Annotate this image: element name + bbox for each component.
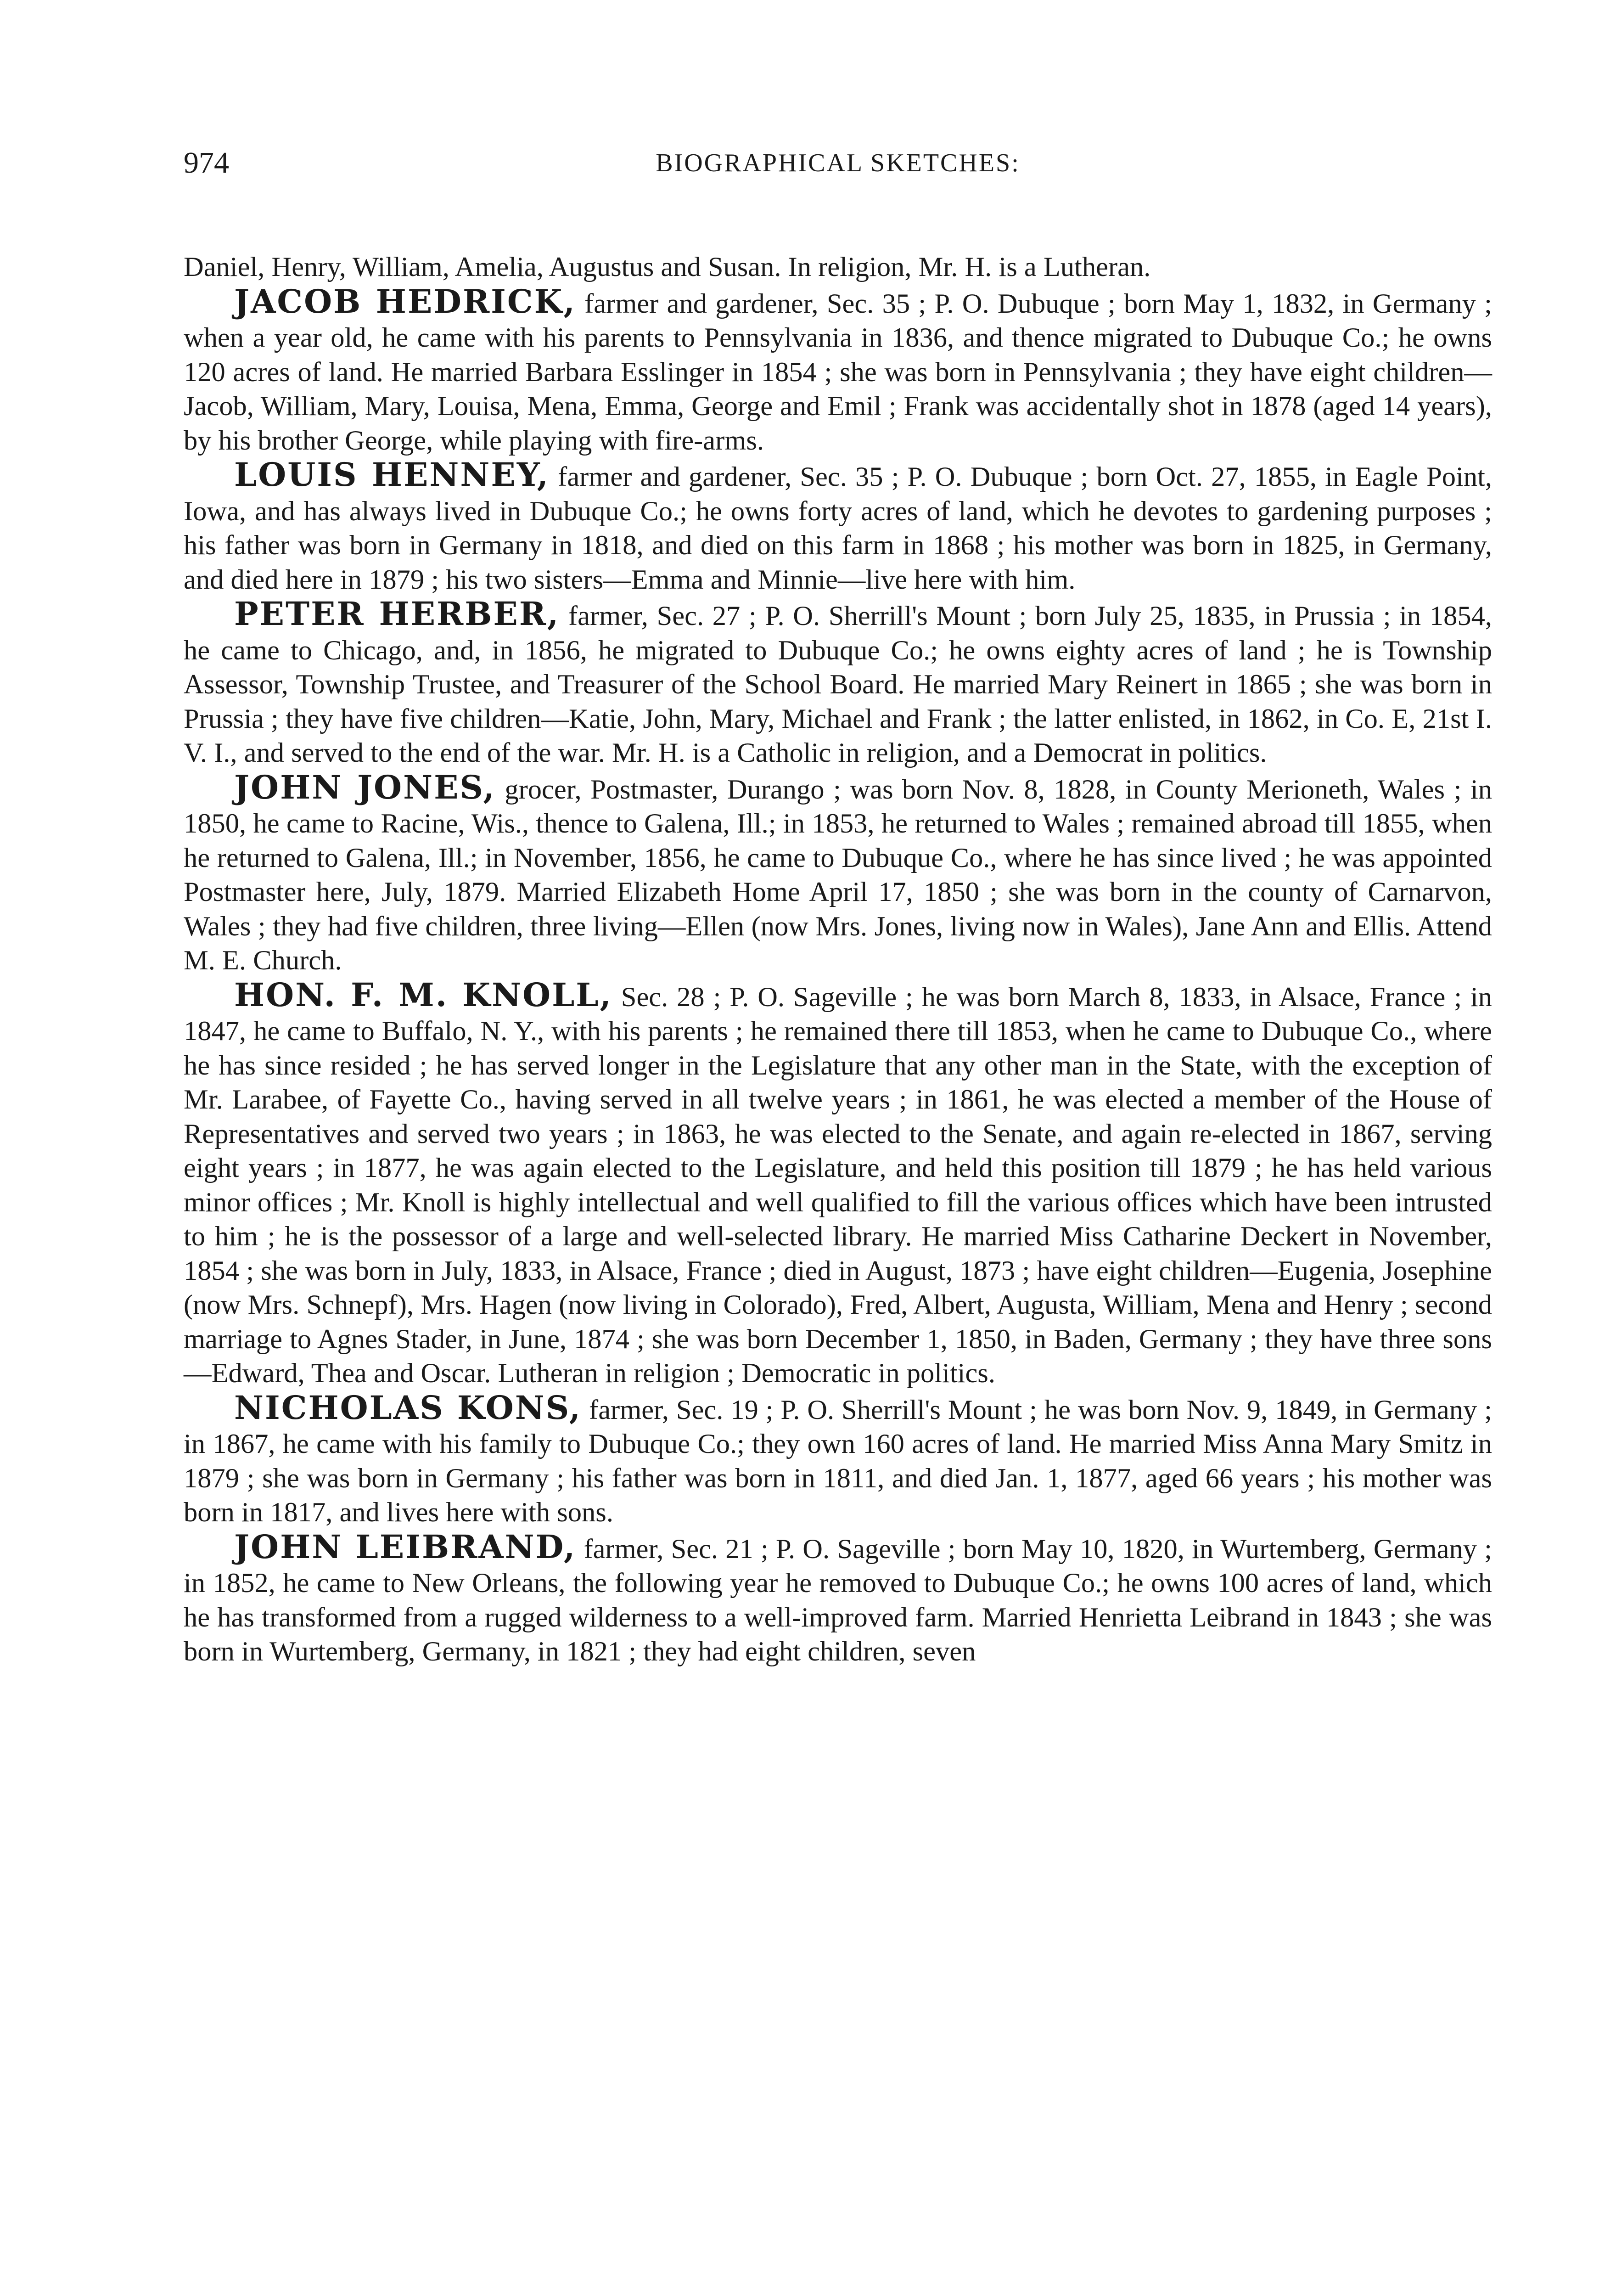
entry-peter-herber — [184, 597, 1492, 771]
entry-text: farmer, Sec. 27 ; P. O. Sherrill's Mount ; born July 25, 1835, in Prussia ; in 1854, he came to Chicago, and, in 1856, he migrated to Dubuque Co.; he owns eighty acres of land ; he is Township Assessor, Township Trustee, and Treasurer of the School Board. He married Mary Reinert in 1865 ; she was born in Prussia ; they have five children—Katie, John, Mary, Michael and Frank ; the latter enlisted, in 1862, in Co. E, 21st I. V. I., and served to the end of the war. Mr. H. is a Catholic in religion, and a Democrat in politics. — [184, 601, 1492, 768]
entry-name: JACOB HEDRICK, — [234, 282, 576, 321]
entry-name: LOUIS HENNEY, — [234, 456, 550, 494]
entry-john-leibrand — [184, 1527, 1492, 1669]
entry-name: NICHOLAS KONS, — [234, 1388, 582, 1427]
entry-jacob-hedrick — [184, 282, 1492, 458]
entry-name: HON. F. M. KNOLL, — [234, 975, 612, 1014]
entry-john-jones — [184, 768, 1492, 978]
continued-paragraph: Daniel, Henry, William, Amelia, Augustus and Susan. In religion, Mr. H. is a Lutheran. — [184, 252, 1151, 282]
entry-nicholas-kons — [184, 1388, 1492, 1530]
entry-name: JOHN JONES, — [234, 768, 496, 806]
entry-louis-henney — [184, 458, 1492, 597]
entry-text: farmer, Sec. 19 ; P. O. Sherrill's Mount ; he was born Nov. 9, 1849, in Germany ; in 1867, he came with his family to Dubuque Co.; they own 160 acres of land. He married Miss Anna Mary Smitz in 1879 ; she was born in Germany ; his father was born in 1811, and died Jan. 1, 1877, aged 66 years ; his mother was born in 1817, and lives here with sons. — [184, 1394, 1492, 1528]
entry-text: farmer and gardener, Sec. 35 ; P. O. Dubuque ; born May 1, 1832, in Germany ; when a year old, he came with his parents to Pennsylvania in 1836, and thence migrated to Dubuque Co.; he owns 120 acres of land. He married Barbara Esslinger in 1854 ; she was born in Pennsylvania ; they have eight children—Jacob, William, Mary, Louisa, Mena, Emma, George and Emil ; Frank was accidentally shot in 1878 (aged 14 years), by his brother George, while playing with fire-arms. — [184, 288, 1492, 456]
page-header — [184, 138, 1492, 197]
running-title: BIOGRAPHICAL SKETCHES: — [656, 149, 1020, 177]
entry-text: farmer and gardener, Sec. 35 ; P. O. Dubuque ; born Oct. 27, 1855, in Eagle Point, Iowa, and has always lived in Dubuque Co.; he owns forty acres of land, which he devotes to gardening purposes ; his father was born in Germany in 1818, and died on this farm in 1868 ; his mother was born in 1825, in Germany, and died here in 1879 ; his two sisters—Emma and Minnie—live here with him. — [184, 461, 1492, 595]
entry-text: grocer, Postmaster, Durango ; was born Nov. 8, 1828, in County Merioneth, Wales ; in 1850, he came to Racine, Wis., thence to Galena, Ill.; in 1853, he returned to Wales ; remained abroad till 1855, when he returned to Galena, Ill.; in November, 1856, he came to Dubuque Co., where he has since lived ; he was appointed Postmaster here, July, 1879. Married Elizabeth Home April 17, 1850 ; she was born in the county of Carnarvon, Wales ; they had five children, three living—Ellen (now Mrs. Jones, living now in Wales), Jane Ann and Ellis. Attend M. E. Church. — [184, 774, 1492, 976]
entry-text: farmer, Sec. 21 ; P. O. Sageville ; born May 10, 1820, in Wurtemberg, Germany ; in 1852, he came to New Orleans, the following year he removed to Dubuque Co.; he owns 100 acres of land, which he has transformed from a rugged wilderness to a well-improved farm. Married Henrietta Leibrand in 1843 ; she was born in Wurtemberg, Germany, in 1821 ; they had eight children, seven — [184, 1533, 1492, 1667]
entry-name: PETER HERBER, — [234, 595, 560, 633]
entry-name: JOHN LEIBRAND, — [234, 1527, 577, 1566]
body-text — [184, 250, 1492, 1669]
entry-text: Sec. 28 ; P. O. Sageville ; he was born March 8, 1833, in Alsace, France ; in 1847, he came to Buffalo, N. Y., with his parents ; he remained there till 1853, when he came to Dubuque Co., where he has since resided ; he has served longer in the Legislature that any other man in the State, with the exception of Mr. Larabee, of Fayette Co., having served in all twelve years ; in 1861, he was elected a member of the House of Representatives and served two years ; in 1863, he was elected to the Senate, and again re-elected in 1867, serving eight years ; in 1877, he was again elected to the Legislature, and held this position till 1879 ; he has held various minor offices ; Mr. Knoll is highly intellectual and well qualified to fill the various offices which have been intrusted to him ; he is the possessor of a large and well-selected library. He married Miss Catharine Deckert in November, 1854 ; she was born in July, 1833, in Alsace, France ; died in August, 1873 ; have eight children—Eugenia, Josephine (now Mrs. Schnepf), Mrs. Hagen (now living in Colorado), Fred, Albert, Augusta, William, Mena and Henry ; second marriage to Agnes Stader, in June, 1874 ; she was born December 1, 1850, in Baden, Germany ; they have three sons—Edward, Thea and Oscar. Lutheran in religion ; Democratic in politics. — [184, 981, 1493, 1389]
entry-f-m-knoll — [184, 975, 1493, 1391]
page-number: 974 — [184, 146, 229, 180]
